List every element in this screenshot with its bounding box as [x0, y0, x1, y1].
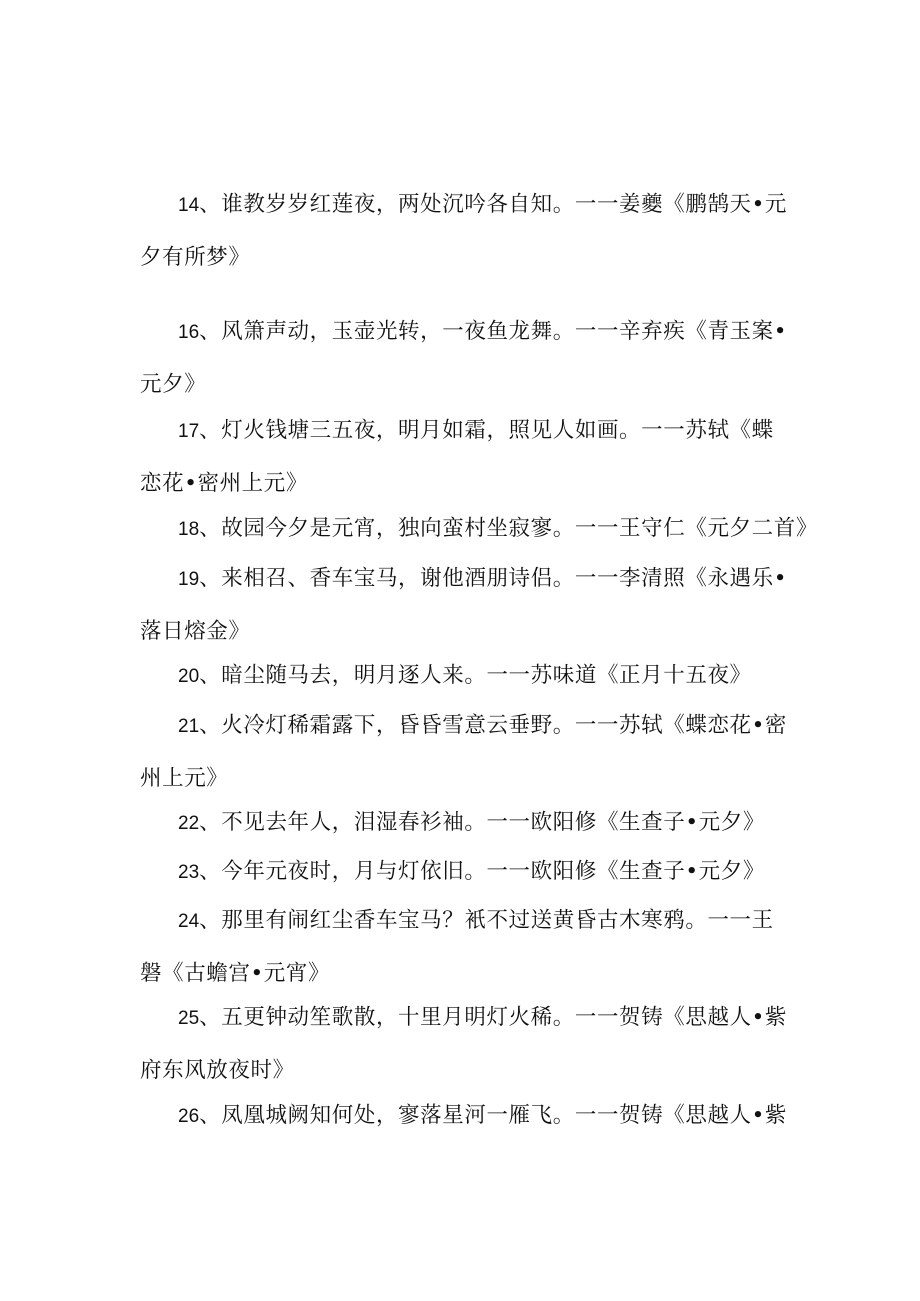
entry-text: 、谁教岁岁红莲夜，两处沉吟各自知。一一姜夔《鹏鹄天•元夕有所梦》 [140, 192, 788, 270]
entry-text: 、灯火钱塘三五夜，明月如霜，照见人如画。一一苏轼《蝶恋花•密州上元》 [140, 418, 774, 496]
entry-text: 、来相召、香车宝马，谢他酒朋诗侣。一一李清照《永遇乐•落日熔金》 [140, 566, 788, 644]
poem-entry-16 [140, 306, 790, 411]
poem-entry-18 [140, 503, 818, 556]
entry-number: 25 [178, 1008, 200, 1029]
entry-number: 17 [178, 421, 200, 442]
entry-text: 、今年元夜时，月与灯依旧。一一欧阳修《生查子•元夕》 [199, 859, 765, 884]
entry-number: 20 [178, 666, 200, 687]
entry-text: 、暗尘随马去，明月逐人来。一一苏味道《正月十五夜》 [199, 663, 752, 688]
entry-number: 14 [178, 195, 200, 216]
entry-number: 23 [178, 862, 200, 883]
poem-entry-21 [140, 700, 790, 805]
entry-number: 24 [178, 911, 200, 932]
entry-number: 16 [178, 322, 200, 343]
poem-entry-19 [140, 553, 790, 658]
entry-text: 、五更钟动笙歌散，十里月明灯火稀。一一贺铸《思越人•紫府东风放夜时》 [140, 1005, 788, 1083]
entry-number: 19 [178, 569, 200, 590]
poem-entry-25 [140, 992, 790, 1097]
entry-text: 、风箫声动，玉壶光转，一夜鱼龙舞。一一辛弃疾《青玉案•元夕》 [140, 319, 788, 397]
entry-text: 、凤凰城阙知何处，寥落星河一雁飞。一一贺铸《思越人•紫 [199, 1103, 788, 1128]
entry-text: 、火冷灯稀霜露下，昏昏雪意云垂野。一一苏轼《蝶恋花•密州上元》 [140, 713, 788, 791]
entry-text: 、那里有闹红尘香车宝马？衹不过送黄昏古木寒鸦。一一王磐《古蟾宫•元宵》 [140, 908, 774, 986]
entry-number: 22 [178, 813, 200, 834]
poem-entry-22 [140, 797, 790, 850]
entry-number: 26 [178, 1106, 200, 1127]
entry-number: 18 [178, 519, 200, 540]
poem-entry-26 [140, 1090, 790, 1143]
entry-number: 21 [178, 716, 200, 737]
entry-text: 、故园今夕是元宵，独向蛮村坐寂寥。一一王守仁《元夕二首》 [199, 516, 818, 541]
poem-entry-17 [140, 405, 790, 510]
entry-text: 、不见去年人，泪湿春衫袖。一一欧阳修《生查子•元夕》 [199, 810, 765, 835]
poem-entry-24 [140, 895, 790, 1000]
poem-entry-20 [140, 650, 790, 703]
poem-entry-14 [140, 179, 790, 284]
poem-entry-23 [140, 846, 790, 899]
